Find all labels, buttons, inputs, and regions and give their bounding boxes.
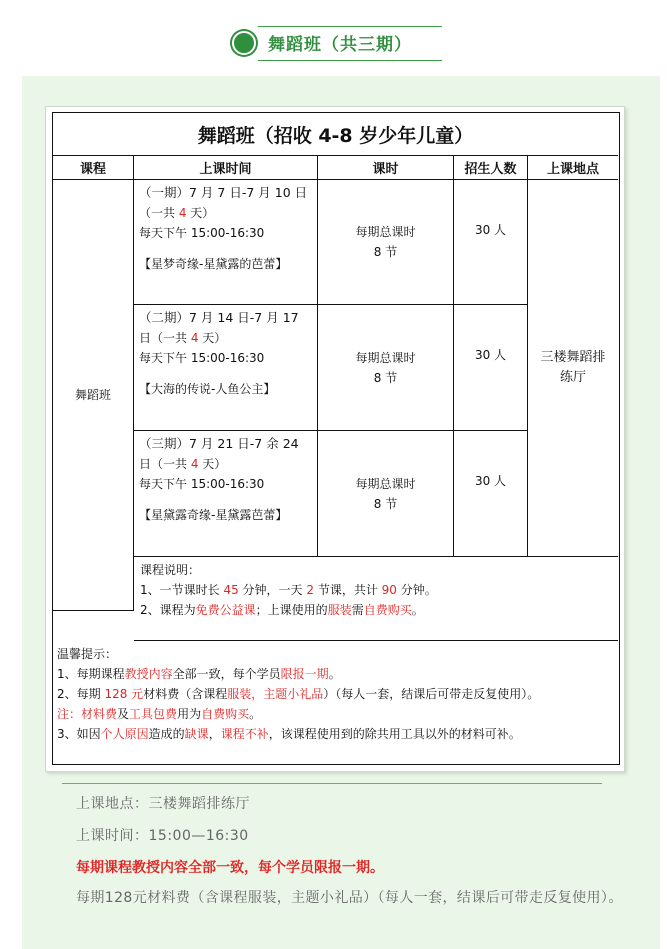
divider-line	[62, 783, 602, 784]
table-title	[53, 113, 618, 156]
location-cell	[528, 180, 618, 557]
course-name: 舞蹈班	[74, 388, 111, 402]
schedule-card	[45, 106, 625, 772]
session-3-enroll-cell: 30 人	[454, 431, 528, 557]
session-2-dates: （二期）7 月 14 日-7 月 17	[139, 310, 299, 325]
course-name-cell	[53, 180, 134, 611]
info-location: 上课地点：三楼舞蹈排练厅	[76, 796, 250, 812]
table-title-text: 舞蹈班（招收 4-8 岁少年儿童	[197, 124, 455, 147]
tip-1: 1、每期课程教授内容全部一致，每个学员限报一期。	[57, 667, 341, 681]
tips-heading: 温馨提示：	[57, 647, 118, 661]
tip-note: 注：材料费及工具包费用为自费购买。	[57, 707, 262, 721]
course-note-1: 1、一节课时长 45 分钟，一天 2 节课，共计 90 分钟。	[140, 583, 437, 597]
header-circle-icon	[232, 31, 256, 55]
session-3-dates: （三期）7 月 21 日-7 余 24	[139, 436, 299, 451]
session-3-hours-cell: 每期总课时 8 节	[318, 431, 454, 557]
session-3-theme: 【星黛露奇缘-星黛露芭蕾】	[139, 508, 288, 522]
col-header-time: 上课时间	[134, 156, 318, 180]
col-header-course: 课程	[53, 156, 134, 180]
tips-section	[53, 641, 618, 747]
session-3-days: 日（一共 4 天）	[139, 457, 227, 471]
section-header	[0, 0, 667, 72]
col-header-hours: 课时	[318, 156, 454, 180]
course-note-2: 2、课程为免费公益课；上课使用的服装需自费购买。	[140, 603, 424, 617]
session-1-dates: （一期）7 月 7 日-7 月 10 日	[139, 185, 308, 200]
session-2-time-cell	[134, 305, 318, 431]
header-bottom-line	[258, 60, 442, 61]
session-1-time-cell	[134, 180, 318, 305]
tip-2: 2、每期 128 元材料费（含课程服装，主题小礼品）（每人一套，结课后可带走反复使用）。	[57, 687, 540, 701]
session-2-enroll-cell: 30 人	[454, 305, 528, 431]
session-1-hours-cell: 每期总课时 8 节	[318, 180, 454, 305]
col-header-enroll: 招生人数	[454, 156, 528, 180]
section-title: 舞蹈班（共三期）	[268, 35, 412, 55]
info-time: 上课时间：15:00—16:30	[76, 828, 249, 844]
location-text: 三楼舞蹈排练厅	[540, 350, 606, 385]
session-2-days: 日（一共 4 天）	[139, 331, 227, 345]
col-header-location: 上课地点	[528, 156, 618, 180]
info-fee: 每期128元材料费（含课程服装，主题小礼品）（每人一套，结课后可带走反复使用）。	[76, 890, 623, 906]
session-2-hours-cell: 每期总课时 8 节	[318, 305, 454, 431]
session-1-daily-time: 每天下午 15:00-16:30	[139, 226, 265, 240]
session-3-daily-time: 每天下午 15:00-16:30	[139, 477, 265, 491]
table-title-close: ）	[454, 124, 474, 147]
session-2-theme: 【大海的传说-人鱼公主】	[139, 382, 276, 396]
info-highlight: 每期课程教授内容全部一致，每个学员限报一期。	[76, 860, 384, 876]
course-notes	[134, 557, 618, 641]
session-1-theme: 【星梦奇缘-星黛露的芭蕾】	[139, 257, 288, 271]
tip-3: 3、如因个人原因造成的缺课，课程不补，该课程使用到的除共用工具以外的材料可补。	[57, 727, 521, 741]
session-1-days: （一共 4 天）	[139, 206, 215, 220]
header-top-line	[258, 26, 442, 27]
schedule-table	[52, 112, 620, 765]
session-1-enroll-cell: 30 人	[454, 180, 528, 305]
session-3-time-cell	[134, 431, 318, 557]
session-2-daily-time: 每天下午 15:00-16:30	[139, 351, 265, 365]
course-notes-heading: 课程说明：	[140, 563, 201, 577]
